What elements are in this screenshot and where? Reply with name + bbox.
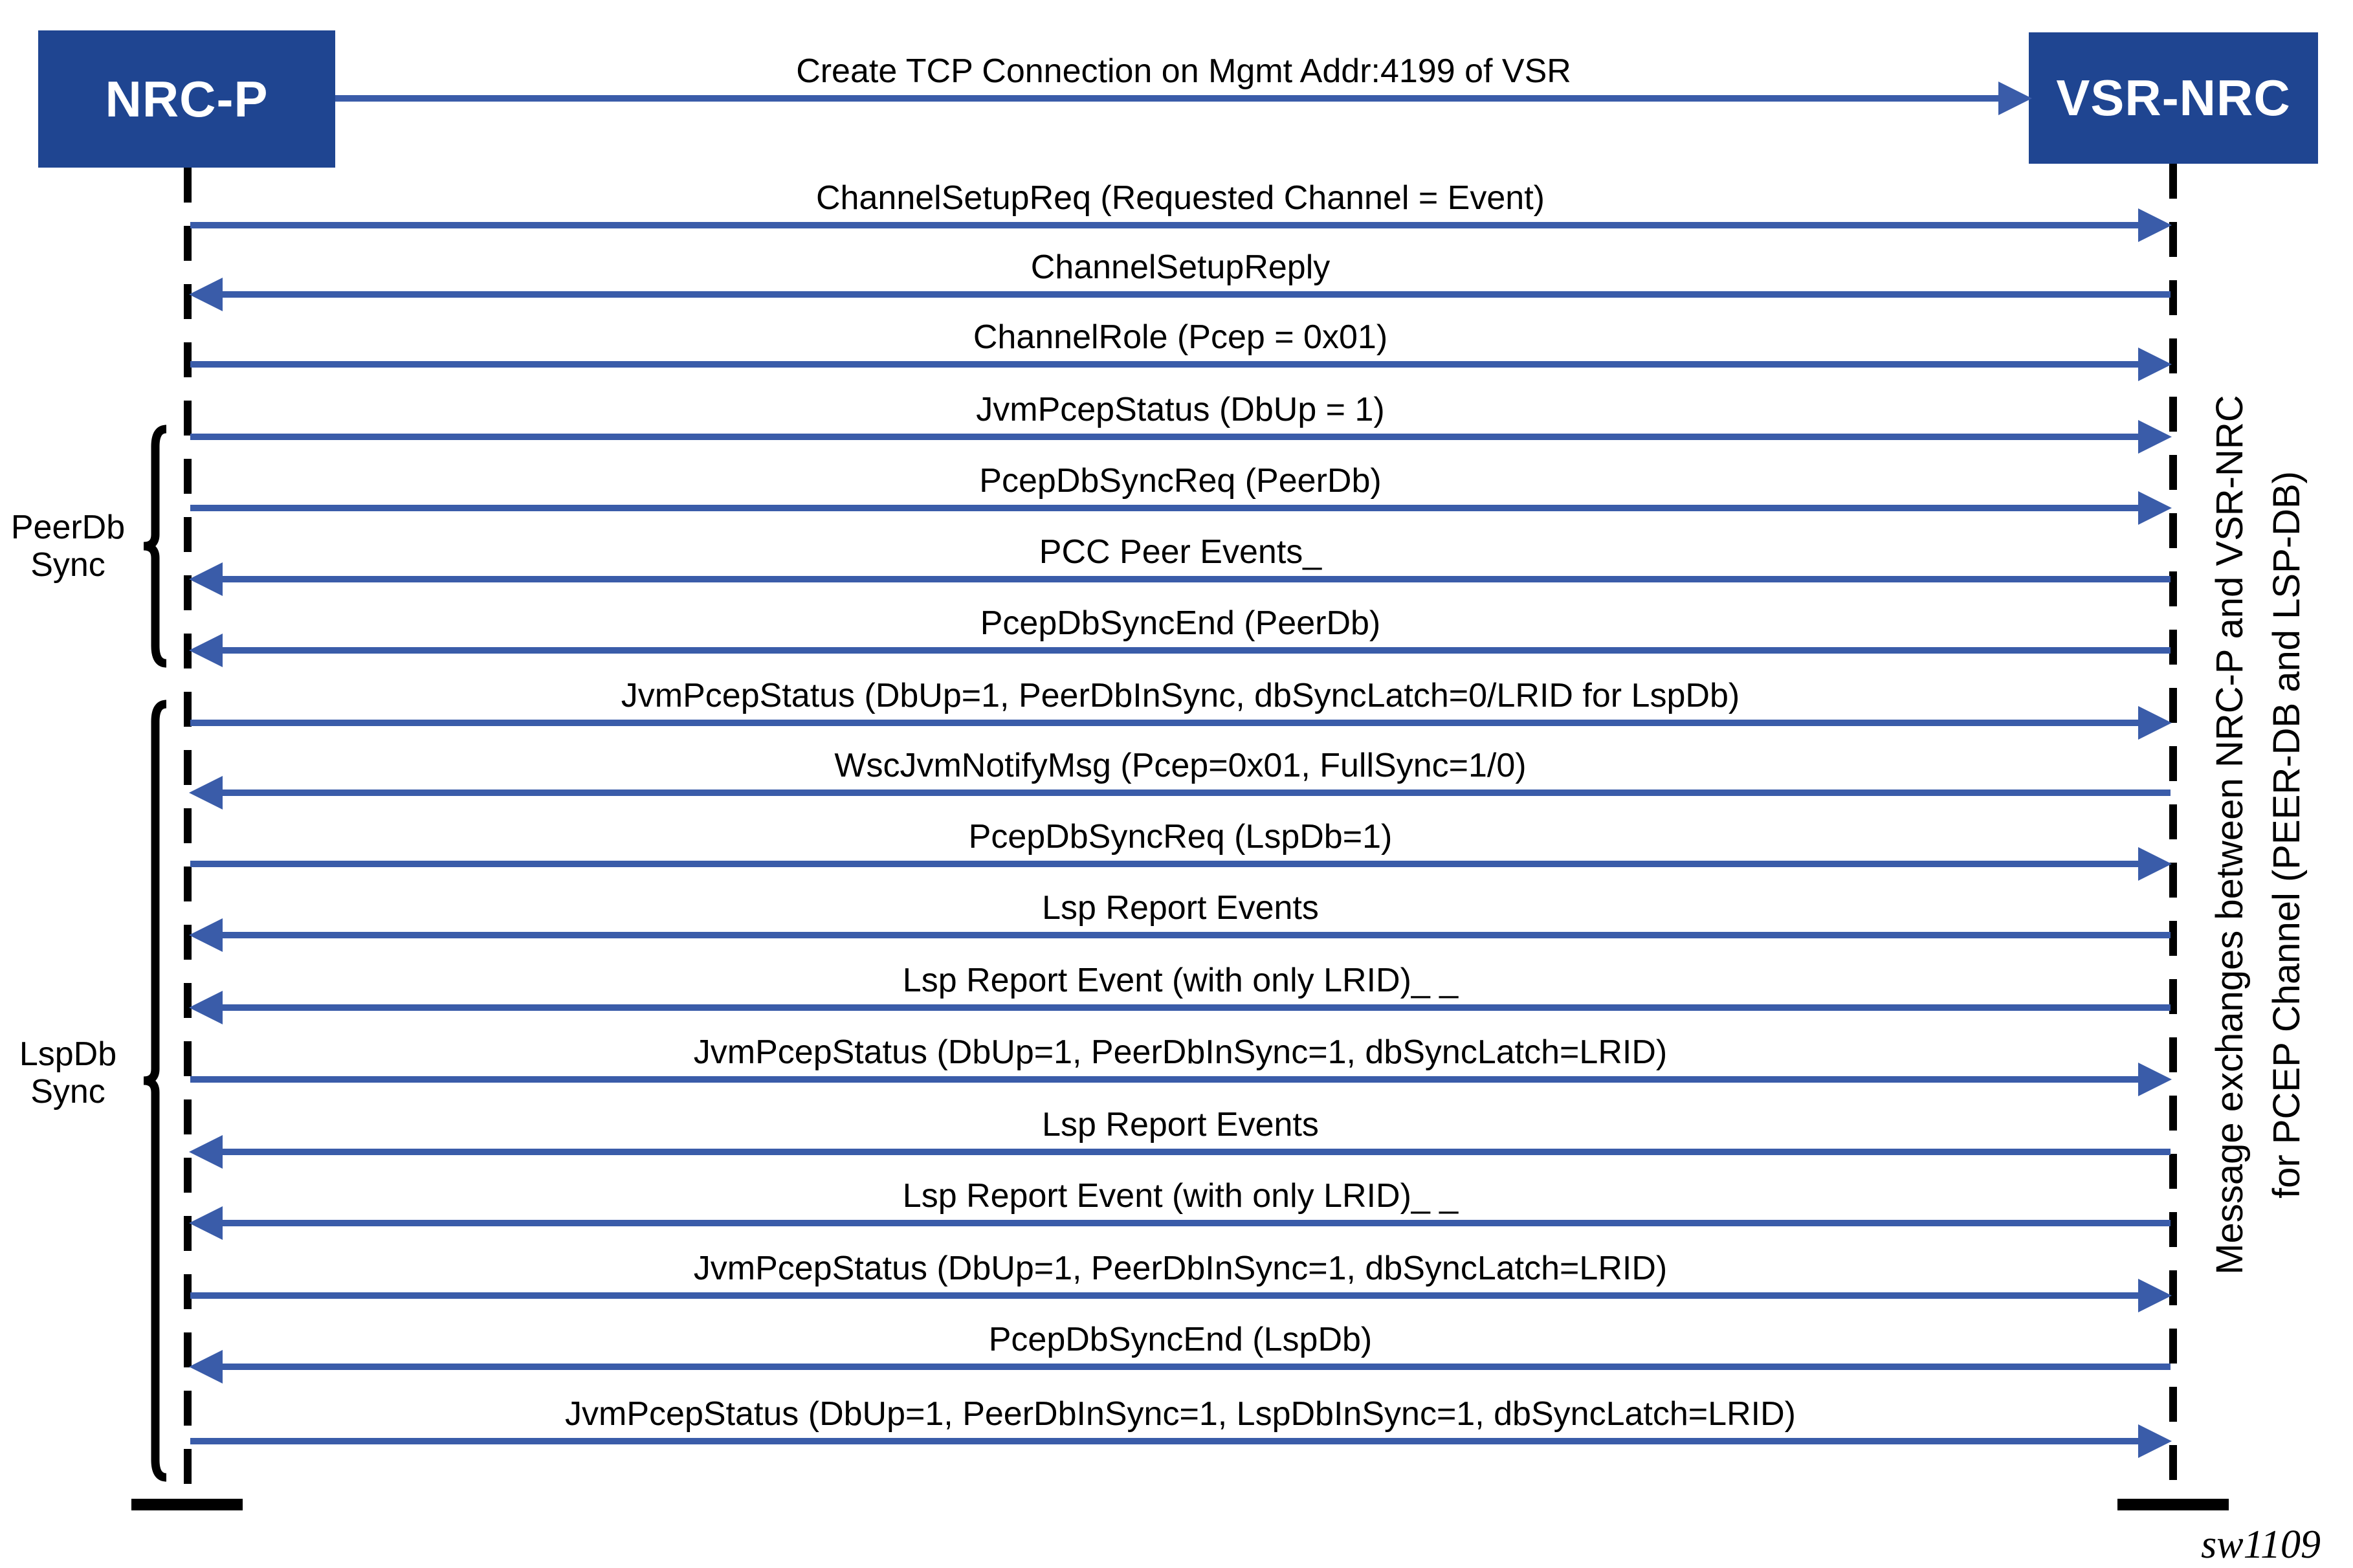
actor-box-vsr-nrc bbox=[2029, 32, 2318, 164]
message-label: Lsp Report Event (with only LRID)_ _ bbox=[902, 962, 1459, 999]
message-line bbox=[190, 861, 2138, 867]
group-label-line: Sync bbox=[30, 546, 105, 584]
arrowhead-right-icon bbox=[2138, 847, 2172, 881]
message-line bbox=[223, 790, 2171, 796]
message-line bbox=[223, 1149, 2171, 1155]
arrowhead-left-icon bbox=[189, 634, 223, 667]
arrowhead-right-icon bbox=[2138, 1424, 2172, 1458]
arrowhead-left-icon bbox=[189, 776, 223, 810]
message-line bbox=[223, 932, 2171, 938]
message-line bbox=[190, 720, 2138, 726]
arrowhead-right-icon bbox=[2138, 1063, 2172, 1096]
side-annotation bbox=[2202, 285, 2315, 1385]
top-message-label: Create TCP Connection on Mgmt Addr:4199 of VSR bbox=[796, 52, 1571, 90]
peerdb-sync-bracket bbox=[129, 421, 175, 673]
message-label: Lsp Report Events bbox=[1042, 1106, 1319, 1143]
arrowhead-left-icon bbox=[189, 1135, 223, 1169]
figure-id: sw1109 bbox=[2201, 1523, 2321, 1567]
arrowhead-right-icon bbox=[2138, 1279, 2172, 1312]
message-label: JvmPcepStatus (DbUp = 1) bbox=[976, 391, 1385, 428]
arrowhead-right-icon bbox=[2138, 706, 2172, 740]
side-annotation-line-2: for PCEP Channel (PEER-DB and LSP-DB) bbox=[2266, 471, 2308, 1198]
message-label: Lsp Report Events bbox=[1042, 889, 1319, 927]
message-line bbox=[190, 1292, 2138, 1299]
group-label-peerdb-sync bbox=[0, 509, 136, 584]
message-label: PcepDbSyncEnd (PeerDb) bbox=[980, 604, 1381, 642]
message-line bbox=[190, 222, 2138, 228]
top-message-line bbox=[335, 95, 1998, 102]
group-label-line: Sync bbox=[30, 1073, 105, 1110]
message-line bbox=[223, 576, 2171, 582]
message-label: PcepDbSyncEnd (LspDb) bbox=[988, 1321, 1373, 1358]
message-label: JvmPcepStatus (DbUp=1, PeerDbInSync=1, dbSyncLatch=LRID) bbox=[693, 1250, 1668, 1287]
arrowhead-left-icon bbox=[189, 1350, 223, 1384]
message-label: WscJvmNotifyMsg (Pcep=0x01, FullSync=1/0) bbox=[834, 747, 1527, 784]
message-label: JvmPcepStatus (DbUp=1, PeerDbInSync=1, LspDbInSync=1, dbSyncLatch=LRID) bbox=[565, 1395, 1796, 1433]
message-line bbox=[190, 505, 2138, 511]
group-label-line: PeerDb bbox=[10, 509, 126, 546]
message-label: PCC Peer Events_ bbox=[1039, 533, 1322, 571]
left-lifeline-end-bar bbox=[131, 1499, 243, 1510]
message-label: ChannelSetupReply bbox=[1030, 248, 1331, 286]
group-label-line: LspDb bbox=[19, 1035, 117, 1073]
side-annotation-line-1: Message exchanges between NRC-P and VSR-NRC bbox=[2209, 395, 2251, 1275]
message-label: JvmPcepStatus (DbUp=1, PeerDbInSync, dbSyncLatch=0/LRID for LspDb) bbox=[621, 677, 1740, 714]
message-label: JvmPcepStatus (DbUp=1, PeerDbInSync=1, dbSyncLatch=LRID) bbox=[693, 1033, 1668, 1071]
message-line bbox=[223, 1220, 2171, 1226]
arrowhead-right-icon bbox=[2138, 348, 2172, 381]
message-line bbox=[190, 434, 2138, 440]
arrowhead-left-icon bbox=[189, 991, 223, 1024]
message-line bbox=[190, 361, 2138, 368]
message-line bbox=[223, 291, 2171, 298]
message-line bbox=[190, 1076, 2138, 1083]
arrowhead-right-icon bbox=[2138, 491, 2172, 525]
arrowhead-right-icon bbox=[1998, 82, 2032, 115]
arrowhead-right-icon bbox=[2138, 420, 2172, 454]
message-line bbox=[190, 1438, 2138, 1444]
actor-label-left: NRC-P bbox=[105, 70, 269, 127]
message-line bbox=[223, 647, 2171, 654]
message-label: ChannelRole (Pcep = 0x01) bbox=[973, 318, 1388, 356]
message-line bbox=[223, 1364, 2171, 1370]
arrowhead-right-icon bbox=[2138, 208, 2172, 242]
lspdb-sync-bracket bbox=[129, 696, 175, 1485]
arrowhead-left-icon bbox=[189, 1206, 223, 1240]
message-label: Lsp Report Event (with only LRID)_ _ bbox=[902, 1177, 1459, 1215]
right-lifeline-end-bar bbox=[2117, 1499, 2229, 1510]
group-label-lspdb-sync bbox=[0, 1035, 136, 1110]
arrowhead-left-icon bbox=[189, 918, 223, 952]
actor-box-nrc-p bbox=[38, 30, 335, 168]
message-label: PcepDbSyncReq (PeerDb) bbox=[979, 462, 1382, 500]
arrowhead-left-icon bbox=[189, 562, 223, 596]
message-line bbox=[223, 1004, 2171, 1011]
actor-label-right: VSR-NRC bbox=[2056, 69, 2291, 126]
message-label: PcepDbSyncReq (LspDb=1) bbox=[968, 818, 1393, 856]
message-label: ChannelSetupReq (Requested Channel = Event) bbox=[816, 179, 1545, 217]
arrowhead-left-icon bbox=[189, 278, 223, 311]
